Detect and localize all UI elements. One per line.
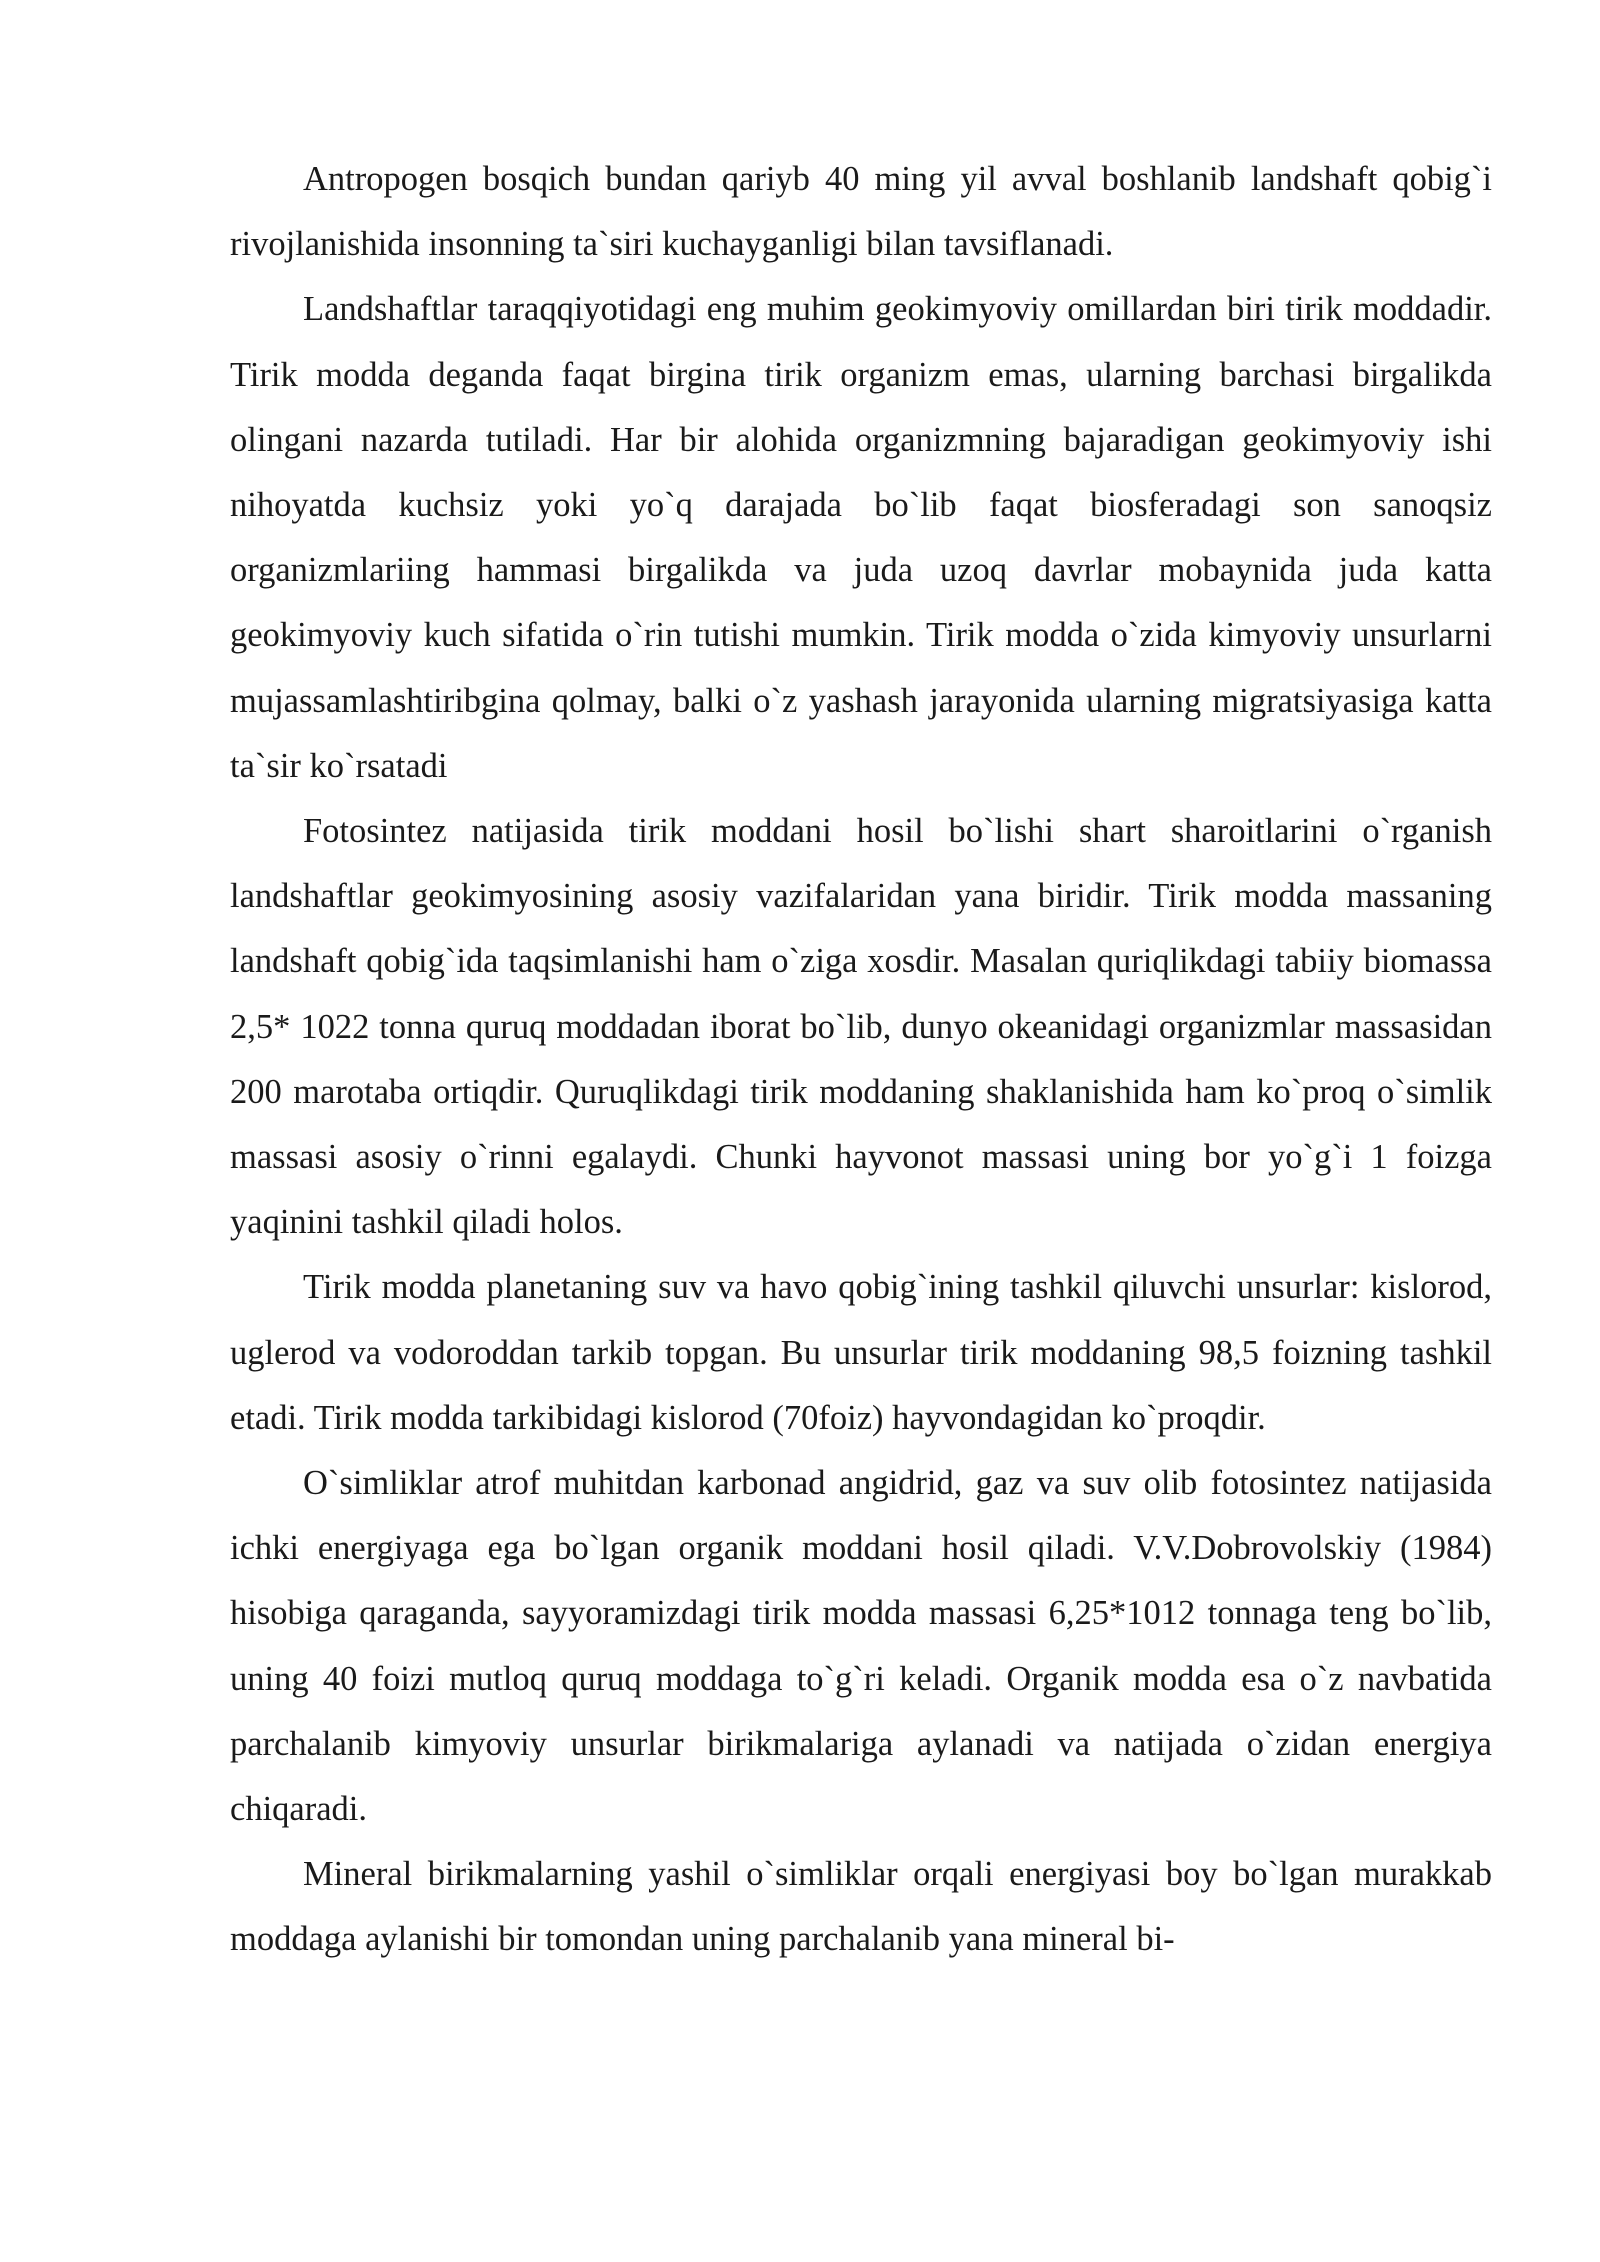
paragraph-3: Fotosintez natijasida tirik moddani hosil bo`lishi shart sharoitlarini o`rganish landshaftlar geokimyosining asosiy vazifalaridan yana biridir. Tirik modda massaning landshaft qobig`ida taqsimlanishi ham o`ziga xosdir. Masalan quriqlikdagi tabiiy biomassa 2,5* 1022 tonna quruq moddadan iborat bo`lib, dunyo okeanidagi organizmlar massasidan 200 marotaba ortiqdir. Quruqlikdagi tirik moddaning shaklanishida ham ko`proq o`simlik massasi asosiy o`rinni egalaydi. Chunki hayvonot massasi uning bor yo`g`i 1 foizga yaqinini tashkil qiladi holos.	[230, 812, 1492, 1242]
paragraph-2: Landshaftlar taraqqiyotidagi eng muhim geokimyoviy omillardan biri tirik moddadir. Tirik modda deganda faqat birgina tirik organizm emas, ularning barchasi birgalikda olingani nazarda tutiladi. Har bir alohida organizmning bajaradigan geokimyoviy ishi nihoyatda kuchsiz yoki yo`q darajada bo`lib faqat biosferadagi son sanoqsiz organizmlariing hammasi birgalikda va juda uzoq davrlar mobaynida juda katta geokimyoviy kuch sifatida o`rin tutishi mumkin. Tirik modda o`zida kimyoviy unsurlarni mujassamlashtiribgina qolmay, balki o`z yashash jarayonida ularning migratsiyasiga katta ta`sir ko`rsatadi	[230, 290, 1492, 785]
paragraph-5: O`simliklar atrof muhitdan karbonad angidrid, gaz va suv olib fotosintez natijasida ichki energiyaga ega bo`lgan organik moddani hosil qiladi. V.V.Dobrovolskiy (1984) hisobiga qaraganda, sayyoramizdagi tirik modda massasi 6,25*1012 tonnaga teng bo`lib, uning 40 foizi mutloq quruq moddaga to`g`ri keladi. Organik modda esa o`z navbatida parchalanib kimyoviy unsurlar birikmalariga aylanadi va natijada o`zidan energiya chiqaradi.	[230, 1464, 1492, 1829]
paragraph-4: Tirik modda planetaning suv va havo qobig`ining tashkil qiluvchi unsurlar: kislorod, uglerod va vodoroddan tarkib topgan. Bu unsurlar tirik moddaning 98,5 foizning tashkil etadi. Tirik modda tarkibidagi kislorod (70foiz) hayvondagidan ko`proqdir.	[230, 1268, 1492, 1437]
paragraph-6: Mineral birikmalarning yashil o`simliklar orqali energiyasi boy bo`lgan murakkab moddaga aylanishi bir tomondan uning parchalanib yana mineral bi-	[230, 1855, 1492, 1959]
paragraph-1: Antropogen bosqich bundan qariyb 40 ming yil avval boshlanib landshaft qobig`i rivojlanishida insonning ta`siri kuchayganligi bilan tavsiflanadi.	[230, 160, 1492, 264]
text-body	[230, 147, 1492, 1973]
